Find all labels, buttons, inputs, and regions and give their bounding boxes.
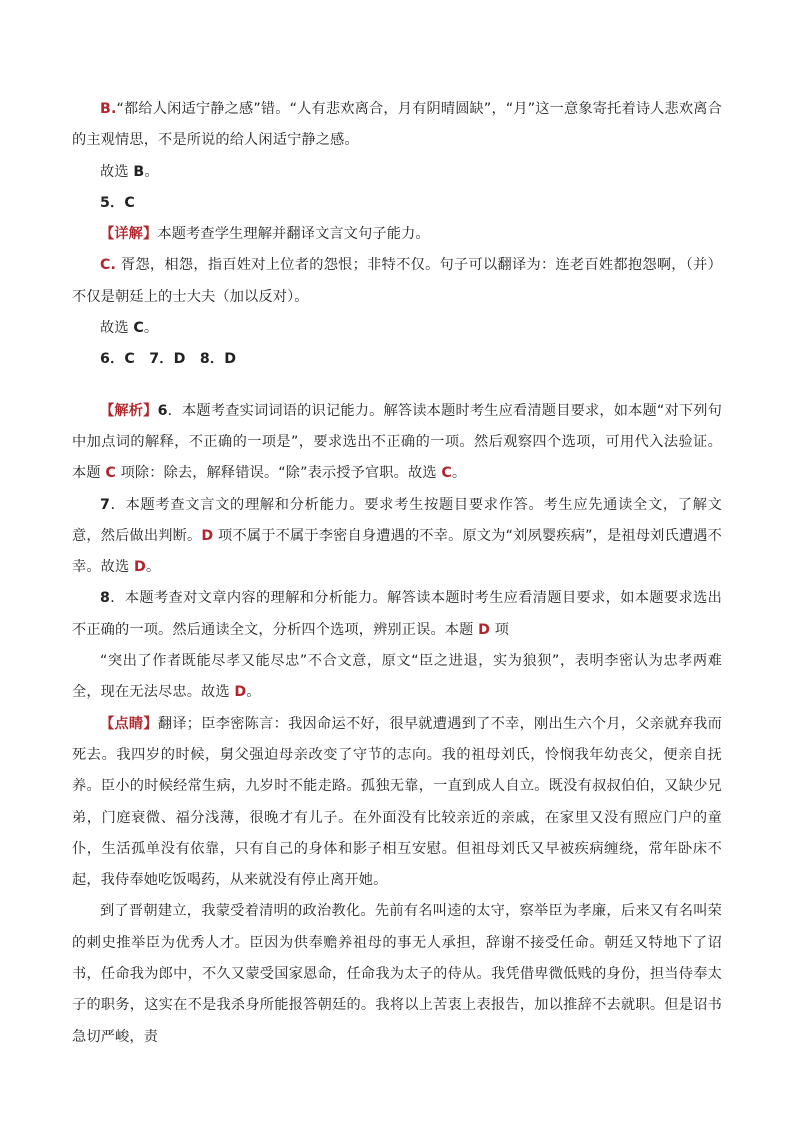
highlight-text: D [234, 684, 247, 701]
text-run: 胥怨，相怨，指百姓对上位者的怨恨；非特不仅。句子可以翻译为：连老百姓都抱怨啊，（并）不仅是朝廷上的士大夫（加以反对）。 [72, 257, 722, 305]
text-run: B [133, 163, 145, 180]
paragraph [72, 157, 722, 188]
text-run: 。 [451, 465, 467, 482]
text-run: 7 [100, 496, 111, 513]
text-run: C [133, 320, 144, 337]
highlight-text: 【点睛】 [100, 715, 158, 732]
highlight-text: D [478, 621, 491, 638]
text-run: 项 [490, 621, 510, 638]
text-run: 。 [144, 163, 159, 180]
text-run: ．本题考查实词词语的识记能力。解答读本题时考生应看清题目要求，如本题“对下列句中加点词的解释，不正确的一项是”，要求选出不正确的一项。然后观察四个选项，可用代入法验证。本题 [72, 402, 722, 482]
highlight-text: 【解析】 [100, 402, 158, 419]
text-run: 到了晋朝建立，我蒙受着清明的政治教化。先前有名叫逵的太守，察举臣为孝廉，后来又有名叫荣的刺史推举臣为优秀人才。臣因为供奉赡养祖母的事无人承担，辞谢不接受任命。朝廷又特地下了诏书，任命我为郎中，不久又蒙受国家恩命，任命我为太子的侍从。我凭借卑微低贱的身份，担当侍奉太子的职务，这实在不是我杀身所能报答朝廷的。我将以上苦衷上表报告，加以推辞不去就职。但是诏书急切严峻，责 [72, 903, 722, 1045]
text-run: “都给人闲适宁静之感”错。“人有悲欢离合，月有阴晴圆缺”，“月”这一意象寄托着诗人悲欢离合的主观情思，不是所说的给人闲适宁静之感。 [72, 101, 722, 149]
highlight-text: D [201, 527, 214, 544]
text-run: 故选 [100, 320, 134, 337]
paragraph [72, 250, 722, 313]
paragraph [72, 94, 722, 157]
highlight-text: C [441, 465, 452, 482]
answer-explanation-text [72, 94, 722, 1053]
paragraph [72, 396, 722, 490]
paragraph [72, 219, 722, 250]
highlight-text: B. [100, 101, 117, 117]
text-run: “突出了作者既能尽孝又能尽忠”不合文意，原文“臣之进退，实为狼狈”，表明李密认为忠孝两难全，现在无法尽忠。故选 [72, 653, 722, 701]
text-run: 项除：除去，解释错误。“除”表示授予官职。故选 [115, 465, 442, 482]
paragraph [72, 344, 722, 375]
text-run: ．本题考查文言文的理解和分析能力。要求考生按题目要求作答。考生应先通读全文，了解文意，然后做出判断。 [72, 496, 722, 544]
text-run: 。 [246, 684, 261, 701]
highlight-text: C. [100, 257, 117, 274]
text-run: 8 [100, 590, 111, 607]
paragraph [72, 490, 722, 584]
text-run: 。 [145, 559, 161, 576]
text-run: 6．C 7．D 8．D [100, 351, 237, 368]
paragraph [72, 709, 722, 897]
paragraph [72, 313, 722, 344]
text-run: 6 [157, 402, 168, 419]
highlight-text: D [134, 559, 146, 576]
paragraph [72, 646, 722, 709]
text-run: 5．C [100, 194, 135, 211]
paragraph [72, 583, 722, 646]
paragraph-gap [72, 376, 722, 396]
highlight-text: 【详解】 [100, 226, 158, 243]
text-run: 翻译；臣李密陈言：我因命运不好，很早就遭遇到了不幸，刚出生六个月，父亲就弃我而死去。我四岁的时候，舅父强迫母亲改变了守节的志向。我的祖母刘氏，怜悯我年幼丧父，便亲自抚养。臣小的时候经常生病，九岁时不能走路。孤独无靠，一直到成人自立。既没有叔叔伯伯，又缺少兄弟，门庭衰微、福分浅薄，很晚才有儿子。在外面没有比较亲近的亲戚，在家里又没有照应门户的童仆，生活孤单没有依靠，只有自己的身体和影子相互安慰。但祖母刘氏又早被疾病缠绕，常年卧床不起，我侍奉她吃饭喝药，从来就没有停止离开她。 [72, 715, 722, 889]
paragraph [72, 896, 722, 1052]
text-run: 本题考查学生理解并翻译文言文句子能力。 [157, 226, 430, 243]
text-run: 项不属于不属于李密自身遭遇的不幸。原文为“刘夙婴疾病”，是祖母刘氏遭遇不幸。故选 [72, 527, 722, 576]
paragraph [72, 188, 722, 219]
text-run: 故选 [100, 163, 134, 180]
highlight-text: C [105, 465, 116, 482]
text-run: ．本题考查对文章内容的理解和分析能力。解答读本题时考生应看清题目要求，如本题要求选出不正确的一项。然后通读全文，分析四个选项，辨别正误。本题 [72, 590, 722, 638]
text-run: 。 [143, 320, 159, 337]
